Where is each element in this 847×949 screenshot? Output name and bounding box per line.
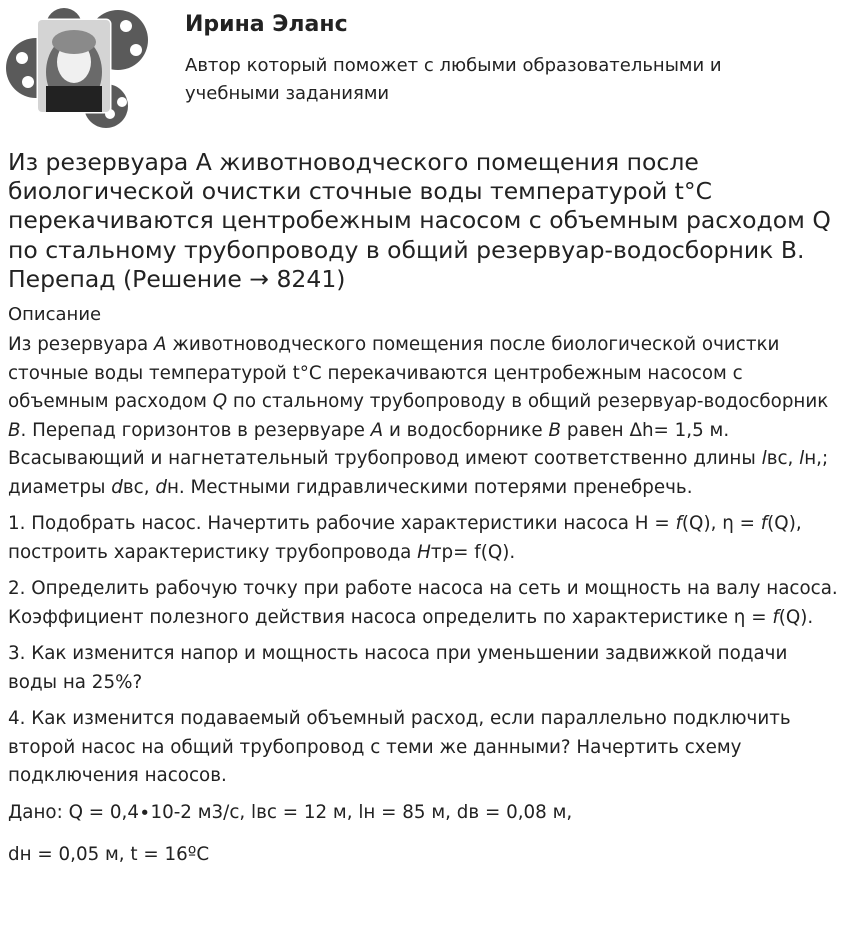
avatar-photo-icon (6, 6, 152, 130)
author-card (0, 0, 847, 135)
task-item-1: 1. Подобрать насос. Начертить рабочие характеристики насоса Н = f(Q), η = f(Q), построить характеристику трубопровода Нтр= f(Q). (8, 513, 802, 563)
task-item-2: 2. Определить рабочую точку при работе насоса на сеть и мощность на валу насоса. Коэффициент полезного действия насоса определить по характеристике η = f(Q). (8, 578, 838, 628)
intro-paragraph: Из резервуара А животноводческого помещения после биологической очистки сточные воды температурой t°С перекачиваются центробежным насосом с объемным расходом Q по стальному трубопроводу в общий резервуар-водосборник В. Перепад горизонтов в резервуаре А и водосборнике В равен Δh= 1,5 м. Всасывающий и нагнетательный трубопровод имеют соответственно длины lвс, lн,; диаметры dвс, dн. Местными гидравлическими потерями пренебречь. (8, 334, 829, 498)
page-title: Из резервуара А животноводческого помещения после биологической очистки сточные воды температурой t°С перекачиваются центробежным насосом с объемным расходом Q по стальному трубопроводу в общий резервуар-водосборник В. Перепад (Решение → 8241) (8, 148, 831, 293)
description-body (8, 331, 842, 878)
task-item-3: 3. Как изменится напор и мощность насоса при уменьшении задвижкой подачи воды на 25%? (8, 643, 788, 693)
task-item-4: 4. Как изменится подаваемый объемный расход, если параллельно подключить второй насос на общий трубопровод с теми же данными? Начертить схему подключения насосов. (8, 708, 791, 786)
given-data-line-2: dн = 0,05 м, t = 16ºС (8, 844, 210, 865)
section-label-description: Описание (8, 304, 102, 325)
given-data-line-1: Дано: Q = 0,4∙10-2 м3/с, lвс = 12 м, lн = 85 м, dв = 0,08 м, (8, 801, 573, 823)
author-description: Автор который поможет с любыми образовательными и учебными заданиями (185, 55, 722, 104)
author-name[interactable]: Ирина Эланс (185, 12, 348, 37)
